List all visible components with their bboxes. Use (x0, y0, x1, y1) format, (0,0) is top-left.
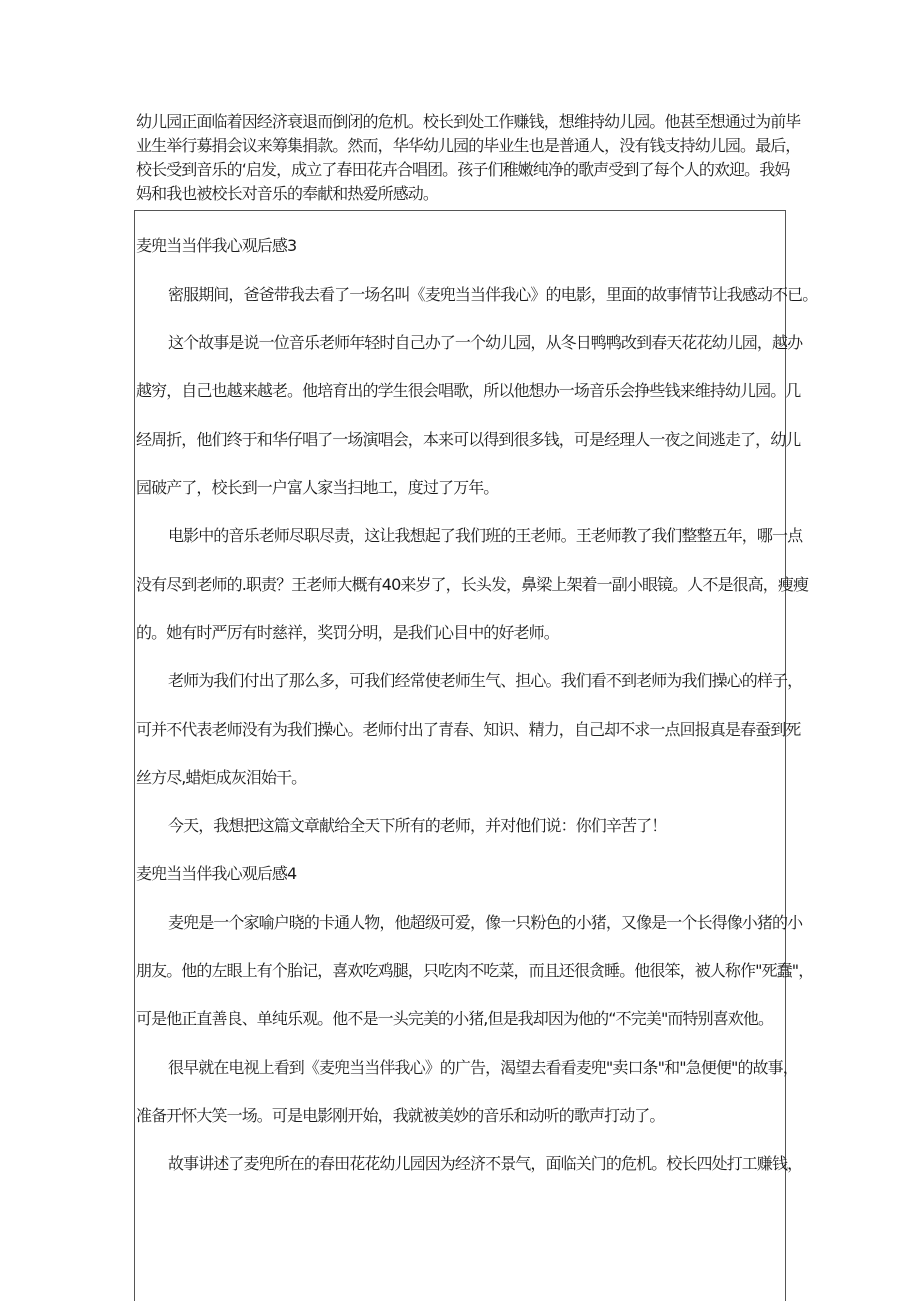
section-3-p3-line: 没有尽到老师的.职责？王老师大概有40来岁了，长头发，鼻梁上架着一副小眼镜。人不是很高，瘦瘦 (136, 575, 809, 594)
text-line: 妈和我也被校长对音乐的奉献和热爱所感动。 (136, 184, 439, 203)
section-4-p1-line: 可是他正直善良、单纯乐观。他不是一头完美的小猪,但是我却因为他的“不完美"而特别喜欢他。 (136, 1009, 774, 1028)
section-4-p2-line: 很早就在电视上看到《麦兜当当伴我心》的广告，渴望去看看麦兜"卖口条"和"急便便"的故事， (168, 1058, 798, 1077)
section-3-p2-line: 越穷，自己也越来越老。他培育出的学生很会唱歌，所以他想办一场音乐会挣些钱来维持幼儿园。几 (136, 381, 801, 400)
section-4-p3-line: 故事讲述了麦兜所在的春田花花幼儿园因为经济不景气，面临关门的危机。校长四处打工赚钱， (168, 1154, 803, 1173)
intro-paragraph (136, 110, 801, 206)
text-line: 校长受到音乐的‘启发，成立了春田花卉合唱团。孩子们稚嫩纯净的歌声受到了每个人的欢迎。我妈 (136, 160, 790, 179)
section-4-p1-line: 朋友。他的左眼上有个胎记，喜欢吃鸡腿，只吃肉不吃菜，而且还很贪睡。他很笨，被人称作"死蠢"， (136, 961, 814, 980)
section-3-p2-line: 园破产了，校长到一户富人家当扫地工，度过了万年。 (136, 478, 499, 497)
text-line: 业生举行募捐会议来筹集捐款。然而，华华幼儿园的毕业生也是普通人，没有钱支持幼儿园。最后， (136, 136, 801, 155)
section-3-p2-line: 经周折，他们终于和华仔唱了一场演唱会，本来可以得到很多钱，可是经理人一夜之间逃走了，幼儿 (136, 430, 801, 449)
section-3-p3-line: 的。她有时严厉有时慈祥，奖罚分明，是我们心目中的好老师。 (136, 623, 559, 642)
section-4-heading: 麦兜当当伴我心观后感4 (136, 864, 297, 883)
section-3-p4-line: 老师为我们付出了那么多，可我们经常使老师生气、担心。我们看不到老师为我们操心的样子， (168, 671, 803, 690)
section-3-heading: 麦兜当当伴我心观后感3 (136, 236, 297, 255)
section-4-p1-line: 麦兜是一个家喻户晓的卡通人物，他超级可爱，像一只粉色的小猪，又像是一个长得像小猪的小 (168, 913, 803, 932)
section-3-p1-line: 密服期间，爸爸带我去看了一场名叫《麦兜当当伴我心》的电影，里面的故事情节让我感动不已。 (168, 285, 818, 304)
section-3-p5-line: 今天，我想把这篇文章献给全天下所有的老师，并对他们说：你们辛苦了！ (168, 816, 667, 835)
content-frame (134, 210, 786, 1301)
section-4-p2-line: 准备开怀大笑一场。可是电影刚开始，我就被美妙的音乐和动听的歌声打动了。 (136, 1106, 665, 1125)
section-3-p3-line: 电影中的音乐老师尽职尽责，这让我想起了我们班的王老师。王老师教了我们整整五年，哪一点 (168, 526, 803, 545)
section-3-p4-line: 丝方尽,蜡炬成灰泪始干。 (136, 768, 307, 787)
section-3-p4-line: 可并不代表老师没有为我们操心。老师付出了青春、知识、精力，自己却不求一点回报真是春蚕到死 (136, 720, 801, 739)
text-line: 幼儿园正面临着因经济衰退而倒闭的危机。校长到处工作赚钱，想维持幼儿园。他甚至想通过为前毕 (136, 112, 801, 131)
section-3-p2-line: 这个故事是说一位音乐老师年轻时自己办了一个幼儿园，从冬日鸭鸭改到春天花花幼儿园，越办 (168, 333, 803, 352)
